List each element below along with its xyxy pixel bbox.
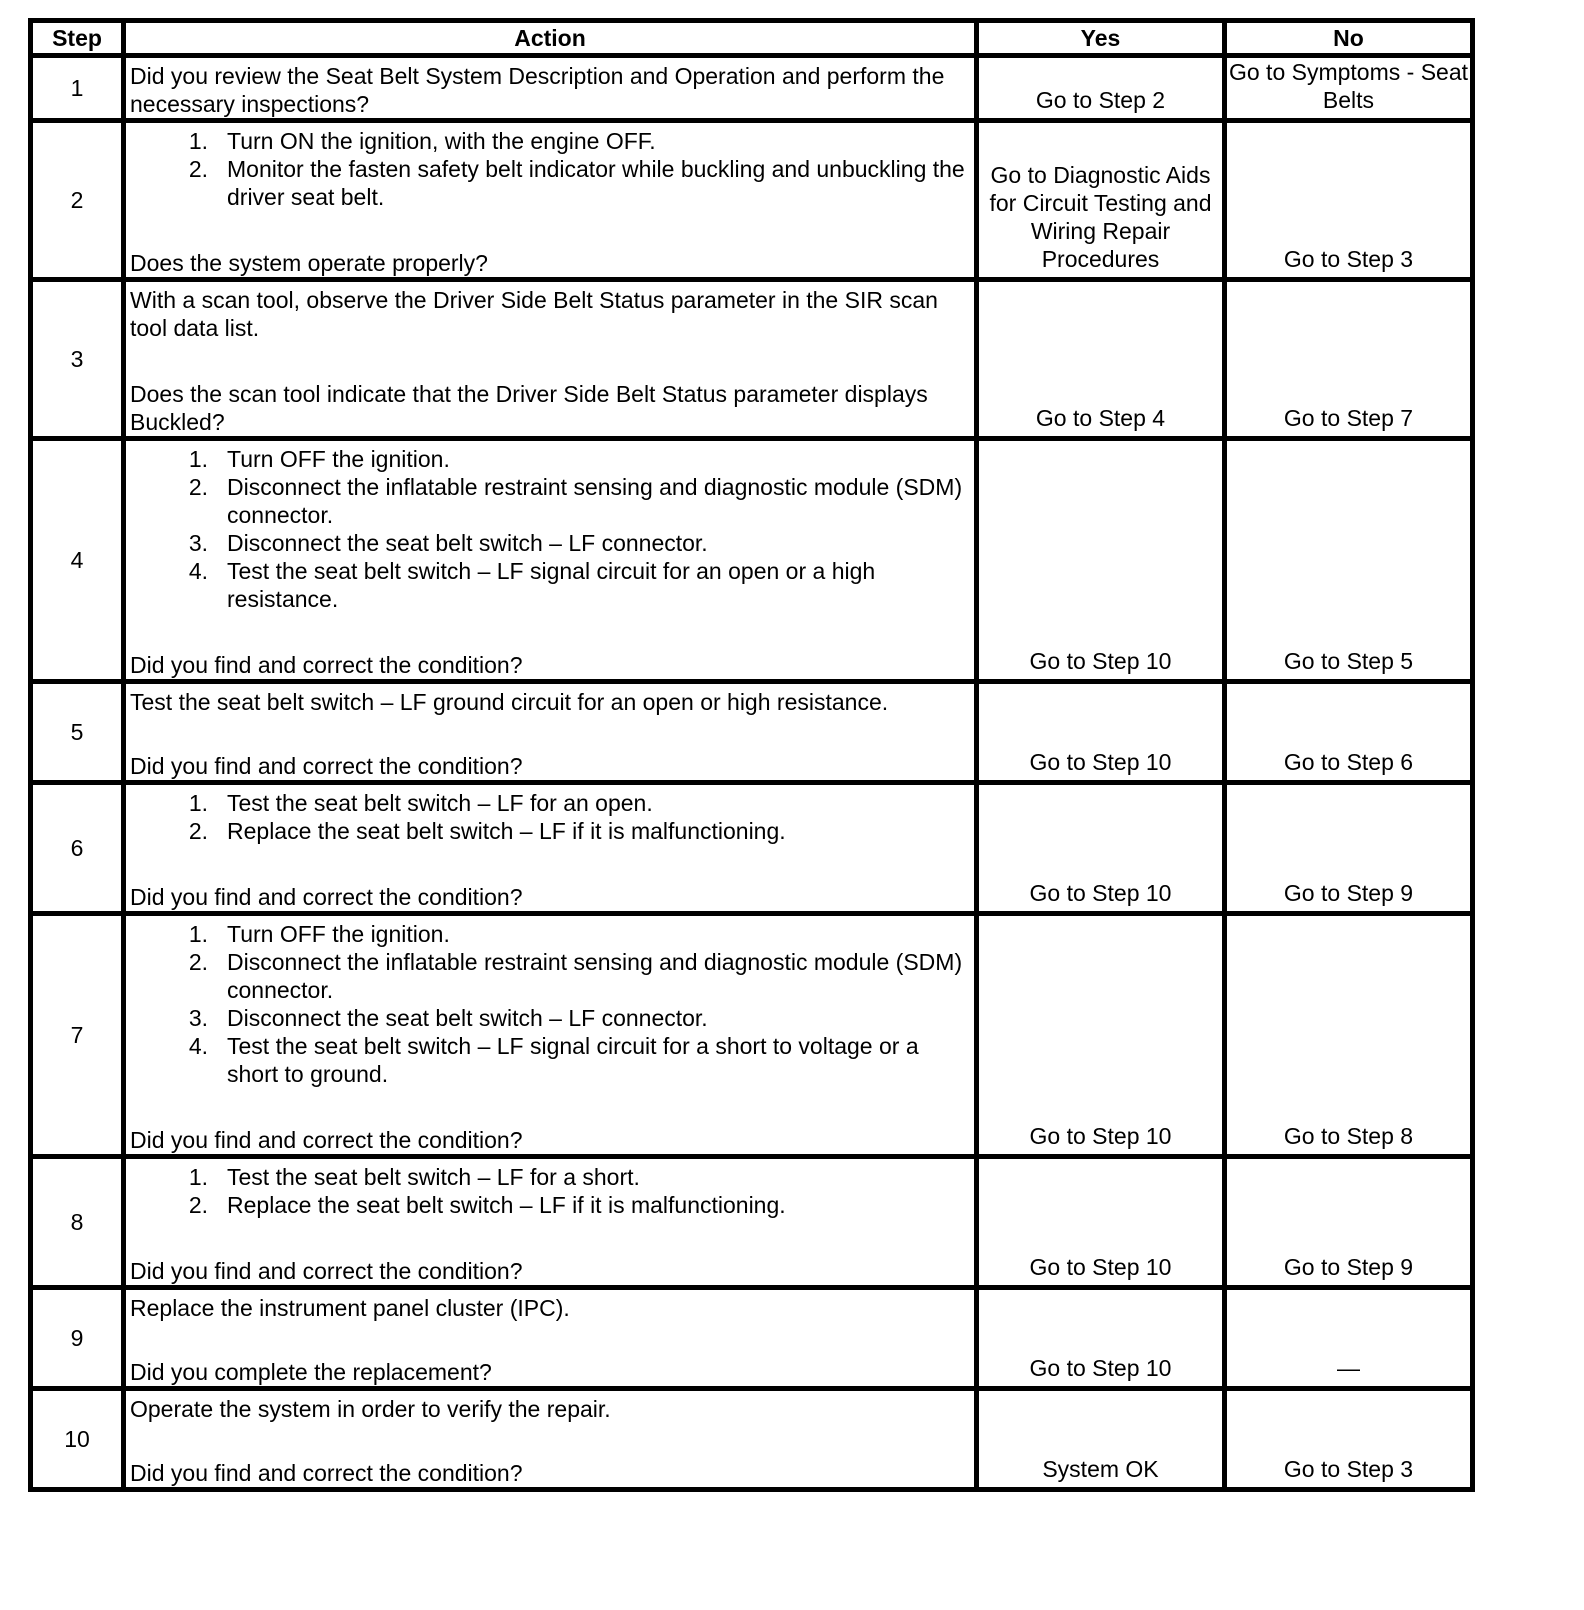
table-body — [31, 56, 1473, 1490]
action-step-number: 3. — [188, 1005, 208, 1031]
action-step-item — [130, 155, 970, 211]
step-number: 6 — [31, 783, 124, 914]
step-number: 3 — [31, 280, 124, 439]
yes-result: Go to Step 2 — [977, 56, 1225, 121]
action-instructions — [130, 688, 970, 716]
action-step-list — [130, 920, 970, 1088]
action-step-item — [130, 127, 970, 155]
header-yes: Yes — [977, 21, 1225, 56]
action-step-text: Replace the seat belt switch – LF if it is malfunctioning. — [227, 818, 786, 844]
action-step-number: 3. — [188, 530, 208, 556]
header-no: No — [1225, 21, 1473, 56]
no-result: Go to Step 5 — [1225, 439, 1473, 682]
action-instructions — [130, 286, 970, 342]
action-step-number: 2. — [188, 156, 208, 182]
action-step-list — [130, 445, 970, 613]
action-step-item — [130, 1163, 970, 1191]
yes-result: Go to Step 10 — [977, 783, 1225, 914]
yes-result: Go to Step 10 — [977, 1288, 1225, 1389]
action-instructions — [130, 1163, 970, 1219]
action-question: Does the scan tool indicate that the Driver Side Belt Status parameter displays Buckled? — [130, 381, 928, 435]
action-step-text: Disconnect the seat belt switch – LF connector. — [227, 530, 708, 556]
action-cell — [124, 1157, 977, 1288]
action-step-item — [130, 529, 970, 557]
action-instructions — [130, 62, 970, 118]
action-step-number: 2. — [188, 818, 208, 844]
action-step-item — [130, 1191, 970, 1219]
action-step-item — [130, 948, 970, 1004]
yes-result: Go to Step 10 — [977, 914, 1225, 1157]
action-step-item — [130, 789, 970, 817]
yes-result: Go to Step 4 — [977, 280, 1225, 439]
action-instructions — [130, 920, 970, 1088]
step-number: 5 — [31, 682, 124, 783]
action-step-number: 1. — [188, 128, 208, 154]
no-result: Go to Symptoms - Seat Belts — [1225, 56, 1473, 121]
action-cell — [124, 280, 977, 439]
action-step-item — [130, 817, 970, 845]
action-step-item — [130, 1004, 970, 1032]
action-cell — [124, 56, 977, 121]
step-number: 9 — [31, 1288, 124, 1389]
yes-result: System OK — [977, 1389, 1225, 1490]
action-question: Did you find and correct the condition? — [130, 1127, 523, 1153]
diagnostic-table — [28, 18, 1475, 1492]
action-content — [126, 1391, 974, 1487]
action-step-number: 1. — [188, 446, 208, 472]
action-instructions — [130, 789, 970, 845]
action-content — [126, 1159, 974, 1285]
yes-result: Go to Step 10 — [977, 439, 1225, 682]
no-result: Go to Step 3 — [1225, 1389, 1473, 1490]
step-number: 4 — [31, 439, 124, 682]
action-instructions — [130, 1395, 970, 1423]
step-number: 10 — [31, 1389, 124, 1490]
no-result: Go to Step 6 — [1225, 682, 1473, 783]
action-step-text: Monitor the fasten safety belt indicator while buckling and unbuckling the driver seat belt. — [227, 156, 965, 210]
action-cell — [124, 121, 977, 280]
action-content — [126, 916, 974, 1154]
action-step-item — [130, 445, 970, 473]
action-content — [126, 123, 974, 277]
action-question: Did you find and correct the condition? — [130, 884, 523, 910]
action-step-text: Test the seat belt switch – LF signal circuit for an open or a high resistance. — [227, 558, 876, 612]
action-step-text: Test the seat belt switch – LF signal circuit for a short to voltage or a short to ground. — [227, 1033, 919, 1087]
action-content — [126, 58, 974, 116]
action-step-number: 2. — [188, 949, 208, 975]
no-result: — — [1225, 1288, 1473, 1389]
table-row — [31, 56, 1473, 121]
table-row — [31, 914, 1473, 1157]
step-number: 2 — [31, 121, 124, 280]
no-result: Go to Step 7 — [1225, 280, 1473, 439]
action-question: Did you find and correct the condition? — [130, 1460, 523, 1486]
action-step-number: 2. — [188, 1192, 208, 1218]
action-text: Test the seat belt switch – LF ground circuit for an open or high resistance. — [130, 689, 889, 715]
action-text: Did you review the Seat Belt System Description and Operation and perform the necessary inspections? — [130, 63, 945, 117]
table-row — [31, 1288, 1473, 1389]
action-step-list — [130, 127, 970, 211]
action-question: Did you find and correct the condition? — [130, 753, 523, 779]
table-row — [31, 439, 1473, 682]
action-step-item — [130, 473, 970, 529]
action-question: Did you find and correct the condition? — [130, 652, 523, 678]
step-number: 1 — [31, 56, 124, 121]
action-cell — [124, 914, 977, 1157]
action-step-item — [130, 557, 970, 613]
table-row — [31, 783, 1473, 914]
action-step-item — [130, 920, 970, 948]
action-text: Replace the instrument panel cluster (IPC). — [130, 1295, 570, 1321]
action-cell — [124, 682, 977, 783]
action-cell — [124, 783, 977, 914]
action-cell — [124, 1389, 977, 1490]
action-step-text: Replace the seat belt switch – LF if it is malfunctioning. — [227, 1192, 786, 1218]
action-instructions — [130, 445, 970, 613]
yes-result: Go to Step 10 — [977, 1157, 1225, 1288]
action-instructions — [130, 127, 970, 211]
action-step-number: 1. — [188, 790, 208, 816]
no-result: Go to Step 9 — [1225, 1157, 1473, 1288]
action-step-number: 1. — [188, 921, 208, 947]
step-number: 7 — [31, 914, 124, 1157]
action-step-number: 1. — [188, 1164, 208, 1190]
header-action: Action — [124, 21, 977, 56]
action-instructions — [130, 1294, 970, 1322]
action-step-list — [130, 1163, 970, 1219]
action-text: With a scan tool, observe the Driver Side Belt Status parameter in the SIR scan tool data list. — [130, 287, 938, 341]
table-row — [31, 121, 1473, 280]
action-cell — [124, 439, 977, 682]
action-step-text: Test the seat belt switch – LF for a short. — [227, 1164, 640, 1190]
action-step-text: Disconnect the inflatable restraint sensing and diagnostic module (SDM) connector. — [227, 474, 963, 528]
action-text: Operate the system in order to verify the repair. — [130, 1396, 611, 1422]
yes-result: Go to Diagnostic Aids for Circuit Testing and Wiring Repair Procedures — [977, 121, 1225, 280]
action-content — [126, 1290, 974, 1386]
action-step-number: 2. — [188, 474, 208, 500]
action-content — [126, 684, 974, 780]
action-content — [126, 785, 974, 911]
header-row — [31, 21, 1473, 56]
table-row — [31, 1157, 1473, 1288]
action-cell — [124, 1288, 977, 1389]
action-content — [126, 282, 974, 436]
action-step-text: Turn ON the ignition, with the engine OFF. — [227, 128, 656, 154]
action-step-text: Disconnect the inflatable restraint sensing and diagnostic module (SDM) connector. — [227, 949, 963, 1003]
action-question: Did you find and correct the condition? — [130, 1258, 523, 1284]
action-step-text: Turn OFF the ignition. — [227, 921, 450, 947]
action-step-item — [130, 1032, 970, 1088]
header-step: Step — [31, 21, 124, 56]
action-step-number: 4. — [188, 1033, 208, 1059]
step-number: 8 — [31, 1157, 124, 1288]
table-row — [31, 682, 1473, 783]
action-content — [126, 441, 974, 679]
action-step-list — [130, 789, 970, 845]
no-result: Go to Step 9 — [1225, 783, 1473, 914]
yes-result: Go to Step 10 — [977, 682, 1225, 783]
no-result: Go to Step 8 — [1225, 914, 1473, 1157]
no-result: Go to Step 3 — [1225, 121, 1473, 280]
action-question: Did you complete the replacement? — [130, 1359, 492, 1385]
action-question: Does the system operate properly? — [130, 250, 488, 276]
action-step-text: Turn OFF the ignition. — [227, 446, 450, 472]
action-step-text: Disconnect the seat belt switch – LF connector. — [227, 1005, 708, 1031]
table-row — [31, 1389, 1473, 1490]
action-step-number: 4. — [188, 558, 208, 584]
table-row — [31, 280, 1473, 439]
action-step-text: Test the seat belt switch – LF for an open. — [227, 790, 653, 816]
